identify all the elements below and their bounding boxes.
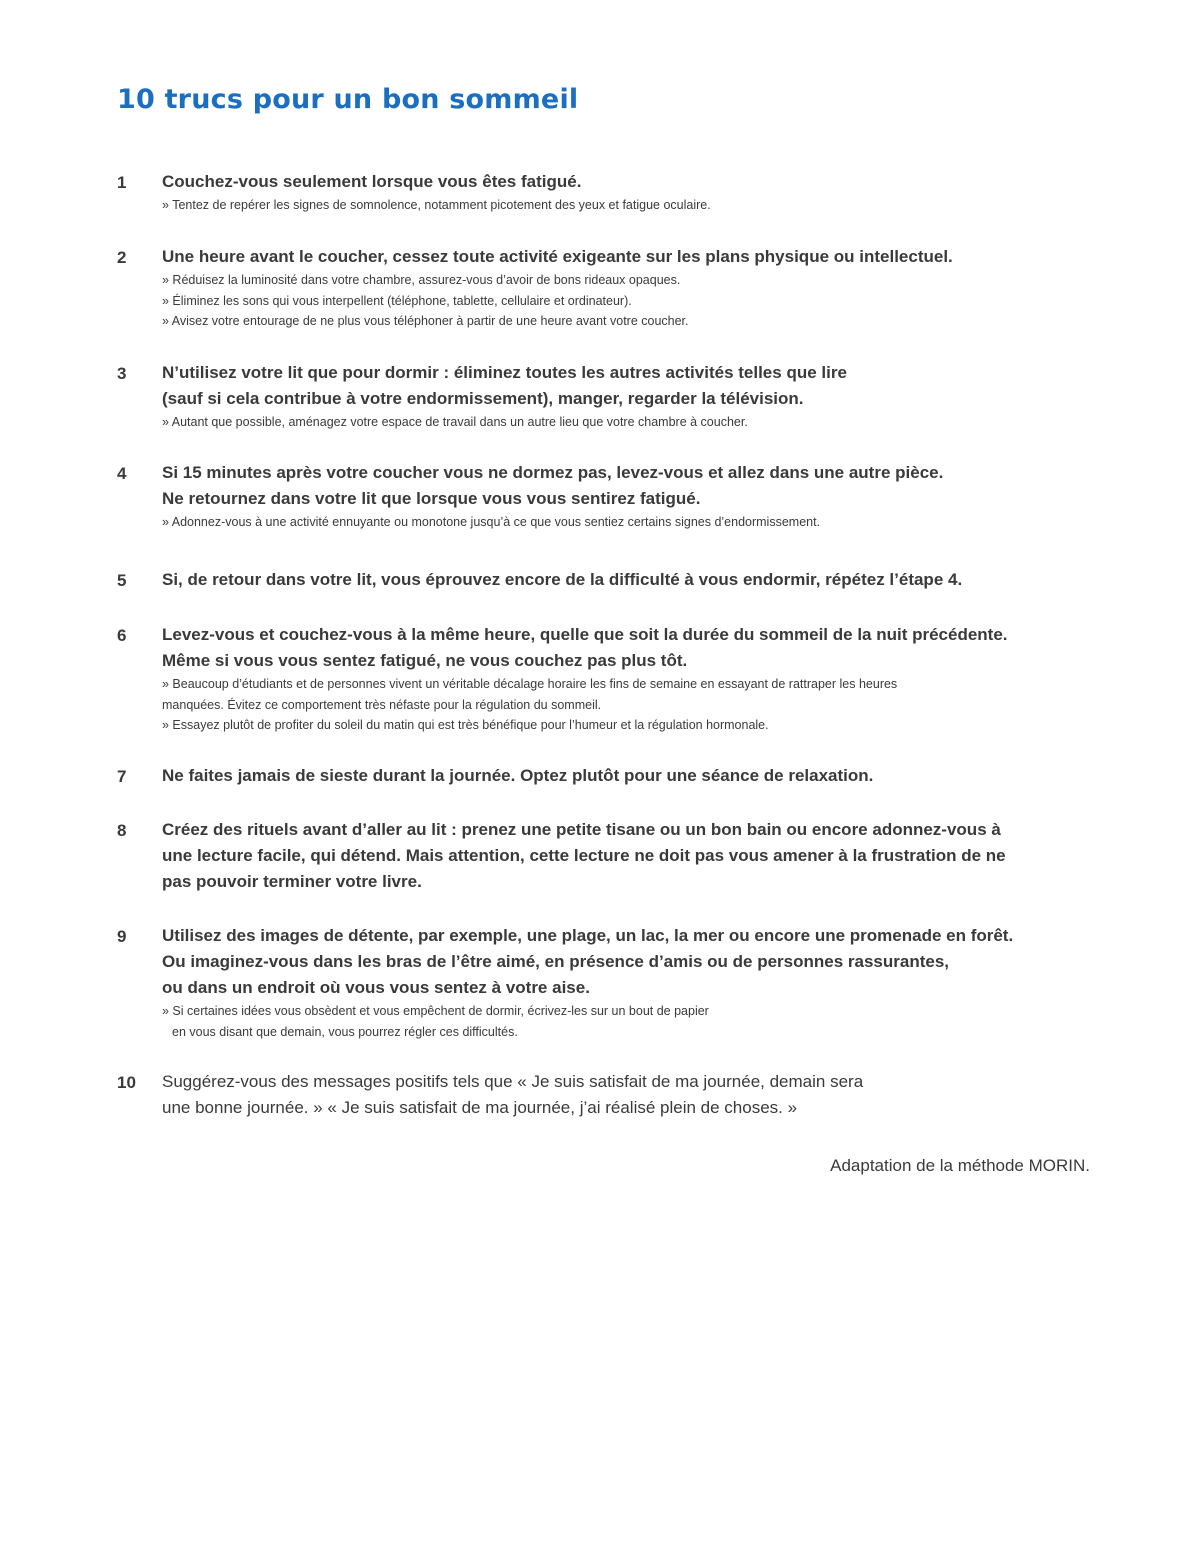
tip-heading: Ne retournez dans votre lit que lorsque vous vous sentirez fatigué. (162, 489, 701, 508)
tip-content (162, 767, 1122, 789)
tip-heading: une lecture facile, qui détend. Mais attention, cette lecture ne doit pas vous amener à la frustration de ne (162, 846, 1006, 865)
tip-heading: Ou imaginez-vous dans les bras de l’être aimé, en présence d’amis ou de personnes rassurantes, (162, 952, 950, 971)
tip-heading: Créez des rituels avant d’aller au lit : prenez une petite tisane ou un bon bain ou encore adonnez-vous à (162, 820, 1001, 839)
tip-content (162, 821, 1122, 895)
tip-content (162, 927, 1122, 1042)
tip-number: 4 (117, 464, 127, 483)
tip-detail: » Éliminez les sons qui vous interpellent (téléphone, tablette, cellulaire et ordinateur). (162, 293, 632, 308)
tip-number: 5 (117, 571, 127, 590)
tip-detail: » Autant que possible, aménagez votre espace de travail dans un autre lieu que votre chambre à coucher. (162, 415, 748, 429)
tip-text: Suggérez-vous des messages positifs tels que « Je suis satisfait de ma journée, demain sera (162, 1072, 864, 1091)
page-title: 10 trucs pour un bon sommeil (117, 84, 579, 115)
tip-heading: pas pouvoir terminer votre livre. (162, 872, 422, 891)
tip-number: 3 (117, 364, 127, 383)
tip-content (162, 464, 1122, 533)
tip-content (162, 248, 1122, 332)
tip-heading: Utilisez des images de détente, par exemple, une plage, un lac, la mer ou encore une promenade en forêt. (162, 926, 1014, 945)
tip-detail: » Réduisez la luminosité dans votre chambre, assurez-vous d’avoir de bons rideaux opaques. (162, 273, 681, 287)
tip-content (162, 364, 1122, 433)
tip-detail: manquées. Évitez ce comportement très néfaste pour la régulation du sommeil. (162, 697, 602, 712)
tip-content (162, 571, 1122, 593)
tip-content (162, 1073, 1122, 1121)
credit-line: Adaptation de la méthode MORIN. (830, 1156, 1090, 1175)
tip-heading: Couchez-vous seulement lorsque vous êtes fatigué. (162, 172, 582, 191)
tip-number: 7 (117, 767, 127, 786)
tip-number: 9 (117, 927, 127, 946)
tip-heading: (sauf si cela contribue à votre endormissement), manger, regarder la télévision. (162, 389, 804, 408)
tip-detail: » Essayez plutôt de profiter du soleil du matin qui est très bénéfique pour l’humeur et la régulation hormonale. (162, 718, 769, 732)
tip-detail: en vous disant que demain, vous pourrez régler ces difficultés. (172, 1024, 518, 1039)
tip-detail: » Avisez votre entourage de ne plus vous téléphoner à partir de une heure avant votre coucher. (162, 314, 689, 328)
tip-content (162, 173, 1122, 216)
tip-detail: » Tentez de repérer les signes de somnolence, notamment picotement des yeux et fatigue oculaire. (162, 198, 711, 212)
tip-number: 6 (117, 626, 127, 645)
tip-detail: » Adonnez-vous à une activité ennuyante ou monotone jusqu’à ce que vous sentiez certains signes d’endormissement. (162, 515, 821, 529)
tip-number: 10 (117, 1073, 136, 1092)
tip-heading: Même si vous vous sentez fatigué, ne vous couchez pas plus tôt. (162, 651, 688, 670)
tip-heading: ou dans un endroit où vous vous sentez à votre aise. (162, 978, 590, 997)
tip-heading: N’utilisez votre lit que pour dormir : éliminez toutes les autres activités telles que lire (162, 363, 847, 382)
tip-heading: Si 15 minutes après votre coucher vous ne dormez pas, levez-vous et allez dans une autre pièce. (162, 463, 944, 482)
tip-heading: Ne faites jamais de sieste durant la journée. Optez plutôt pour une séance de relaxation. (162, 766, 874, 785)
tip-heading: Levez-vous et couchez-vous à la même heure, quelle que soit la durée du sommeil de la nuit précédente. (162, 625, 1008, 644)
tip-content (162, 626, 1122, 736)
tip-detail: » Beaucoup d’étudiants et de personnes vivent un véritable décalage horaire les fins de semaine en essayant de rattraper les heures (162, 677, 898, 691)
tip-heading: Si, de retour dans votre lit, vous éprouvez encore de la difficulté à vous endormir, répétez l’étape 4. (162, 570, 963, 589)
tip-number: 1 (117, 173, 127, 192)
tip-detail: » Si certaines idées vous obsèdent et vous empêchent de dormir, écrivez-les sur un bout de papier (162, 1004, 709, 1018)
tip-heading: Une heure avant le coucher, cessez toute activité exigeante sur les plans physique ou intellectuel. (162, 247, 953, 266)
tip-number: 8 (117, 821, 127, 840)
tip-text: une bonne journée. » « Je suis satisfait de ma journée, j’ai réalisé plein de choses. » (162, 1098, 798, 1117)
tip-number: 2 (117, 248, 127, 267)
